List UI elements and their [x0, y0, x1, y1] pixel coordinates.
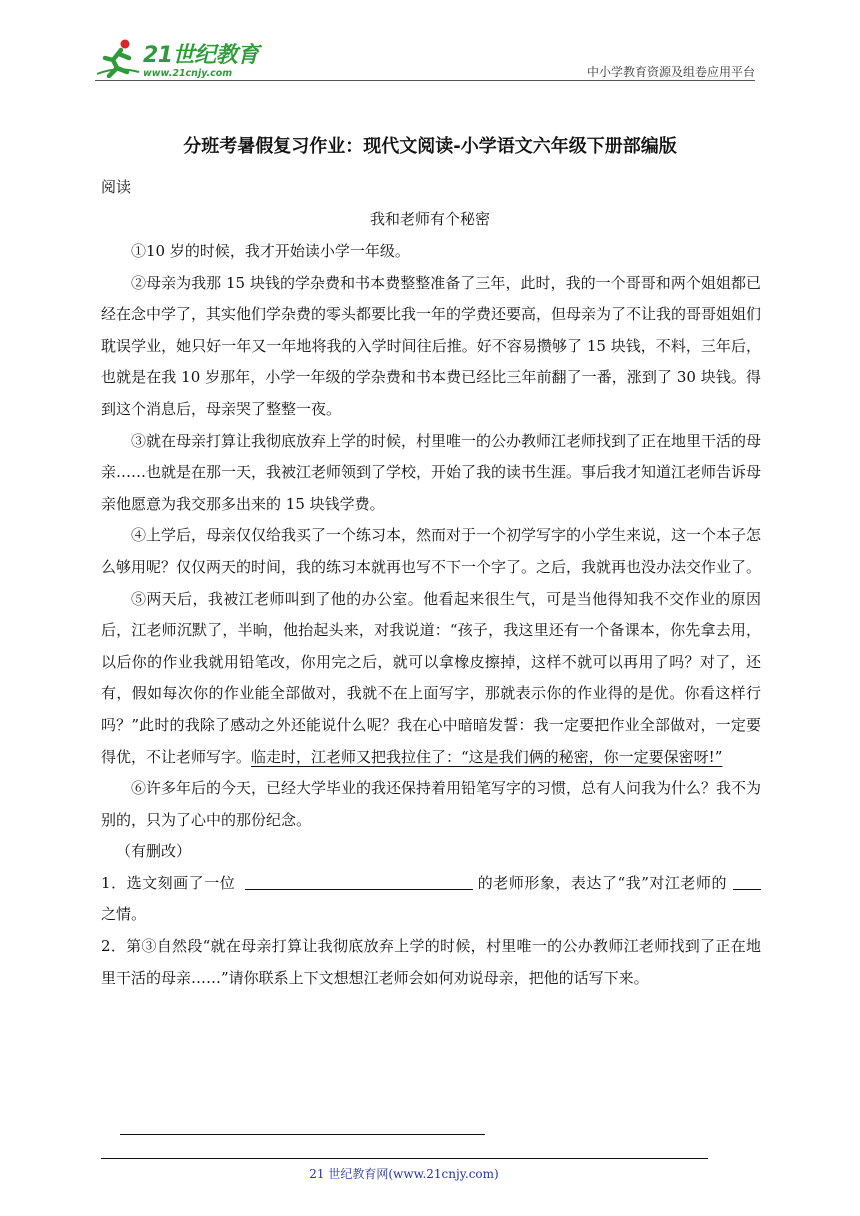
- page-header: [95, 36, 755, 82]
- passage-body: [101, 236, 761, 994]
- paragraph-1: ①10 岁的时候，我才开始读小学一年级。: [131, 242, 410, 260]
- answer-line-question-2[interactable]: [120, 1134, 485, 1135]
- footer-divider: [101, 1158, 708, 1159]
- question-1-part-1: 1．选文刻画了一位: [101, 873, 236, 892]
- logo-title: 21世纪教育: [143, 42, 259, 68]
- running-figure-logo-icon: [95, 38, 141, 78]
- question-1-part-2: 的老师形象，表达了“我”对江老师的: [477, 873, 727, 892]
- question-1-part-3: 之情。: [101, 905, 147, 924]
- passage-title: 我和老师有个秘密: [369, 210, 490, 228]
- paragraph-3: ③就在母亲打算让我彻底放弃上学的时候，村里唯一的公办教师江老师找到了正在地里干活的母亲……也就是在那一天，我被江老师领到了学校，开始了我的读书生涯。事后我才知道江老师告诉母亲他愿意为我交那多出来的 15 块钱学费。: [101, 431, 762, 513]
- question-1: [101, 868, 761, 931]
- document-title: 分班考暑假复习作业：现代文阅读-小学语文六年级下册部编版: [183, 136, 677, 157]
- section-label: 阅读: [101, 178, 132, 196]
- underlined-sentence: 临走时，江老师又把我拉住了：“这是我们俩的秘密，你一定要保密呀!”: [251, 747, 723, 766]
- footer-text: 21 世纪教育网(www.21cnjy.com): [309, 1167, 499, 1181]
- logo: [95, 36, 259, 78]
- question-2: 2．第③自然段“就在母亲打算让我彻底放弃上学的时候，村里唯一的公办教师江老师找到了正在地里干活的母亲……”请你联系上下文想想江老师会如何劝说母亲，把他的话写下来。: [101, 937, 761, 987]
- answer-blank-1[interactable]: [245, 888, 473, 890]
- edit-note: （有删改）: [116, 842, 192, 861]
- logo-url: www.21cnjy.com: [143, 67, 233, 79]
- paragraph-5: [101, 584, 761, 774]
- header-divider: [95, 80, 755, 81]
- paragraph-5-text: ⑤两天后，我被江老师叫到了他的办公室。他看起来很生气，可是当他得知我不交作业的原因后，江老师沉默了，半晌，他抬起头来，对我说道：“孩子，我这里还有一个备课本，你先拿去用，以后你的作业我就用铅笔改，你用完之后，就可以拿橡皮擦掉，这样不就可以再用了吗？对了，还有，假如每次你的作业能全部做对，我就不在上面写字，那就表示你的作业得的是优。你看这样行吗？”此时的我除了感动之外还能说什么呢？我在心中暗暗发誓：我一定要把作业全部做对，一定要得优，不让老师写字。: [101, 589, 761, 766]
- platform-name: 中小学教育资源及组卷应用平台: [586, 65, 755, 79]
- paragraph-2: ②母亲为我那 15 块钱的学杂费和书本费整整准备了三年，此时，我的一个哥哥和两个姐姐都已经在念中学了，其实他们学杂费的零头都要比我一年的学费还要高，但母亲为了不让我的哥哥姐姐们耽误学业，她只好一年又一年地将我的入学时间往后推。好不容易攒够了 15 块钱，不料，三年后，也就是在我 10 岁那年，小学一年级的学杂费和书本费已经比三年前翻了一番，涨到了 30 块钱。得到这个消息后，母亲哭了整整一夜。: [101, 273, 762, 418]
- paragraph-4: ④上学后，母亲仅仅给我买了一个练习本，然而对于一个初学写字的小学生来说，这一个本子怎么够用呢？仅仅两天的时间，我的练习本就再也写不下一个字了。之后，我就再也没办法交作业了。: [101, 526, 762, 576]
- paragraph-6: ⑥许多年后的今天，已经大学毕业的我还保持着用铅笔写字的习惯，总有人问我为什么？我不为别的，只为了心中的那份纪念。: [101, 779, 762, 829]
- answer-blank-2[interactable]: [733, 888, 761, 890]
